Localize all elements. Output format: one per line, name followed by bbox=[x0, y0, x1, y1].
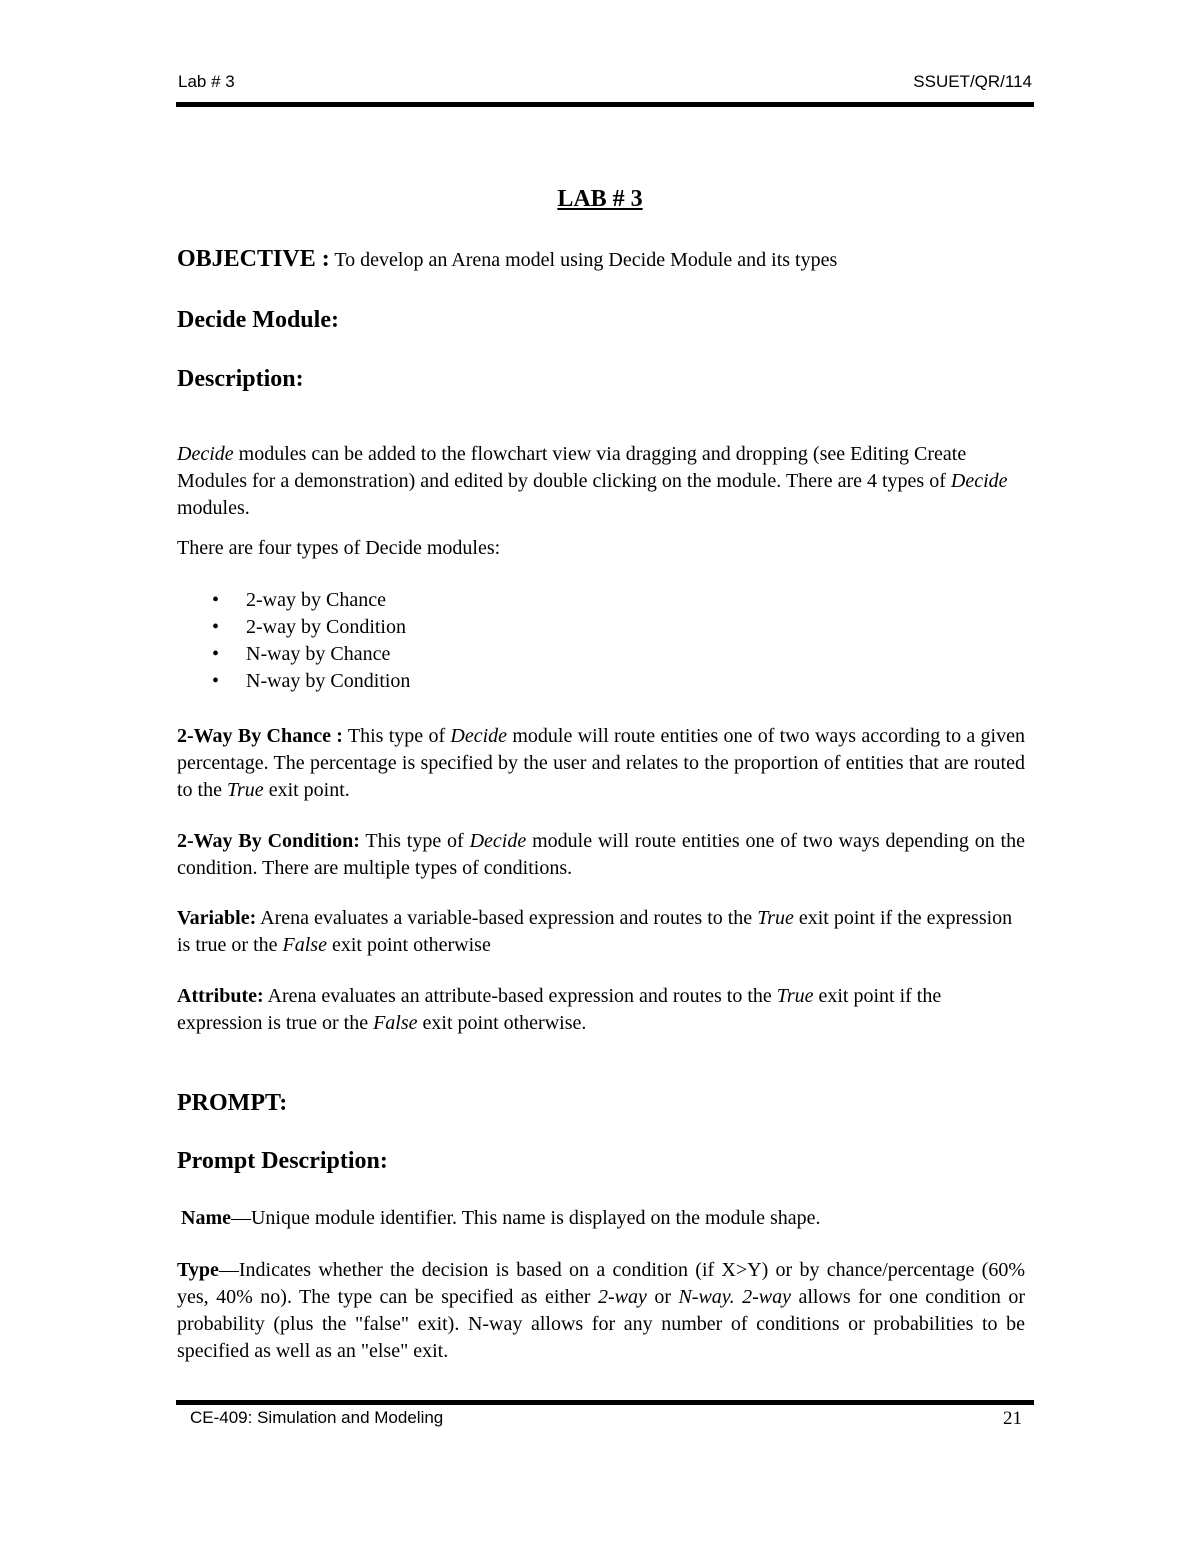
header-doc-code: SSUET/QR/114 bbox=[913, 72, 1032, 91]
two-way-condition-decide: Decide bbox=[469, 830, 527, 852]
type-field-label: Type bbox=[177, 1259, 219, 1281]
type-field-text-2: or bbox=[646, 1286, 679, 1308]
two-way-condition-paragraph bbox=[177, 828, 1025, 882]
two-way-chance-text-3: exit point. bbox=[263, 779, 350, 801]
type-field-n-way: N-way. bbox=[678, 1286, 735, 1308]
attribute-label: Attribute: bbox=[177, 985, 264, 1007]
type-field-text-3 bbox=[735, 1286, 742, 1308]
types-lead: There are four types of Decide modules: bbox=[177, 537, 501, 559]
variable-label: Variable: bbox=[177, 907, 257, 929]
attribute-text-3: exit point otherwise. bbox=[417, 1012, 587, 1034]
objective-label: OBJECTIVE : bbox=[177, 246, 330, 272]
type-field-text-4: allows for one condition or probability (plus the "false" exit). N-way allows for any number of conditions or probabilities to be specified as well as an "else" exit. bbox=[177, 1286, 1025, 1362]
list-item: • N-way by Condition bbox=[212, 668, 410, 695]
two-way-chance-true: True bbox=[227, 779, 264, 801]
header-rule bbox=[176, 102, 1034, 107]
intro-paragraph bbox=[177, 441, 1025, 522]
type-field-two-way: 2-way bbox=[597, 1286, 647, 1308]
two-way-condition-text-1: This type of bbox=[359, 830, 470, 852]
type-field-text-1: —Indicates whether the decision is based on a condition (if X>Y) or by chance/percentage (60% yes, 40% no). The type can be specified as either bbox=[177, 1259, 1025, 1308]
name-field-text: —Unique module identifier. This name is displayed on the module shape. bbox=[230, 1207, 821, 1229]
type-field-paragraph bbox=[177, 1257, 1025, 1365]
page-title: LAB # 3 bbox=[557, 186, 643, 212]
attribute-paragraph bbox=[177, 983, 1025, 1037]
variable-true: True bbox=[757, 907, 794, 929]
name-field-paragraph bbox=[181, 1205, 1029, 1232]
two-way-chance-text-2: module will route entities one of two ways according to a given percentage. The percentage is specified by the user and relates to the proportion of entities that are routed to the bbox=[177, 725, 1025, 801]
attribute-false: False bbox=[373, 1012, 418, 1034]
types-list bbox=[212, 587, 410, 695]
heading-prompt: PROMPT: bbox=[177, 1090, 288, 1116]
two-way-chance-label: 2-Way By Chance : bbox=[177, 725, 343, 747]
two-way-chance-text-1: This type of bbox=[342, 725, 451, 747]
list-item: • 2-way by Condition bbox=[212, 614, 410, 641]
intro-text-1: modules can be added to the flowchart view via dragging and dropping (see Editing Create Modules for a demonstration) and edited by double clicking on the module. There are 4 types of bbox=[177, 443, 967, 492]
objective-line bbox=[177, 246, 1025, 274]
variable-paragraph bbox=[177, 905, 1025, 959]
header-lab-number: Lab # 3 bbox=[178, 72, 235, 91]
intro-text-2: modules. bbox=[177, 497, 250, 519]
two-way-chance-paragraph bbox=[177, 723, 1025, 804]
two-way-chance-decide: Decide bbox=[450, 725, 508, 747]
intro-decide-2: Decide bbox=[950, 470, 1008, 492]
type-field-two-way-2: 2-way bbox=[742, 1286, 791, 1308]
variable-text-1: Arena evaluates a variable-based expression and routes to the bbox=[256, 907, 758, 929]
footer-course: CE-409: Simulation and Modeling bbox=[190, 1408, 444, 1427]
heading-decide-module: Decide Module: bbox=[177, 307, 339, 333]
intro-decide-1: Decide bbox=[177, 443, 234, 465]
objective-text: To develop an Arena model using Decide Module and its types bbox=[329, 249, 838, 271]
attribute-true: True bbox=[776, 985, 814, 1007]
two-way-condition-text-2: module will route entities one of two ways depending on the condition. There are multiple types of conditions. bbox=[177, 830, 1025, 879]
two-way-condition-label: 2-Way By Condition: bbox=[177, 830, 360, 852]
list-item: • 2-way by Chance bbox=[212, 587, 410, 614]
name-field-label: Name bbox=[181, 1207, 231, 1229]
variable-false: False bbox=[282, 934, 327, 956]
page-number: 21 bbox=[1003, 1408, 1022, 1429]
variable-text-2: exit point if the expression is true or the bbox=[177, 907, 1013, 956]
heading-description: Description: bbox=[177, 366, 304, 392]
footer-rule bbox=[176, 1400, 1034, 1405]
attribute-text-2: exit point if the expression is true or the bbox=[177, 985, 942, 1034]
variable-text-3: exit point otherwise bbox=[326, 934, 491, 956]
list-item: • N-way by Chance bbox=[212, 641, 410, 668]
heading-prompt-description: Prompt Description: bbox=[177, 1148, 388, 1174]
attribute-text-1: Arena evaluates an attribute-based expression and routes to the bbox=[263, 985, 777, 1007]
